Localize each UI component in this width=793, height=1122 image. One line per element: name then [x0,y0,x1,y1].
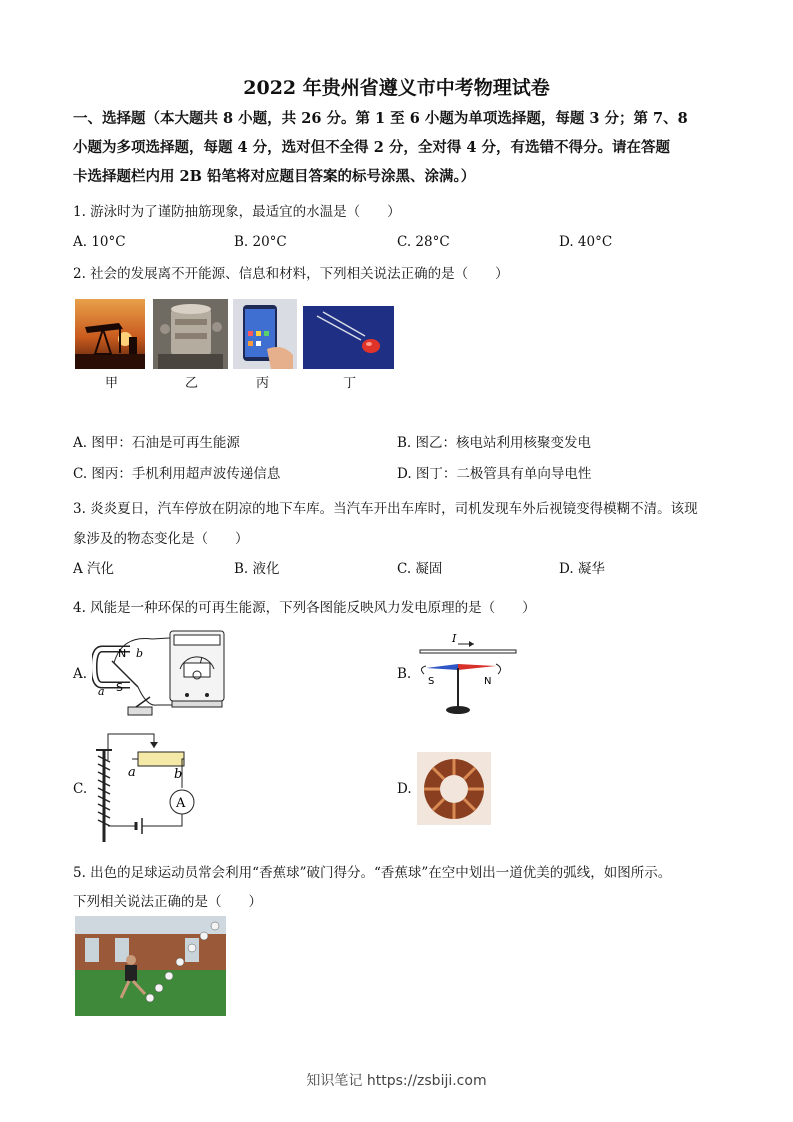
caption-bing: 丙 [256,376,270,391]
caption-ding: 丁 [343,376,357,391]
fig-a-n-label: N [118,647,127,660]
led-diode-photo [303,306,394,369]
page-title: 2022 年贵州省遵义市中考物理试卷 [243,77,550,99]
q2-option-d: D. 图丁：二极管具有单向导电性 [397,466,592,482]
fig-b-n-label: N [484,676,492,687]
q3-option-d: D. 凝华 [559,561,605,577]
q1-option-a: A. 10°C [73,234,126,250]
banana-ball-photo [75,916,226,1016]
fig-c-b-label: b [174,767,183,782]
fig-c-a-label: a [128,765,136,780]
q1-option-d: D. 40°C [559,234,613,250]
q3-line-1: 3. 炎炎夏日，汽车停放在阴凉的地下车库。当汽车开出车库时，司机发现车外后视镜变得模糊不清。该现 [73,501,698,517]
q1-option-b: B. 20°C [234,234,287,250]
fig-a-b-label: b [136,647,144,660]
q3-line-2: 象涉及的物态变化是（ ） [73,531,249,547]
section-line-2: 小题为多项选择题，每题 4 分，选对但不全得 2 分，全对得 4 分，有选错不得分。请在答题 [73,139,671,156]
footer-watermark: 知识笔记 https://zsbiji.com [306,1073,487,1089]
q4-label-d: D. [397,781,412,797]
q3-stem [73,494,733,554]
q2-stem: 2. 社会的发展离不开能源、信息和材料，下列相关说法正确的是（ ） [73,266,509,282]
figure-b-oersted [418,630,518,716]
figure-d-copper-coil-photo [417,752,491,825]
q1-option-c: C. 28°C [397,234,450,250]
fig-a-s-label: S [116,681,123,694]
fig-b-current-label: I [452,632,457,645]
q4-label-a: A. [73,666,88,682]
q3-option-a: A 汽化 [73,561,115,577]
phone-photo [233,299,297,369]
q5-stem [73,859,733,917]
section-line-1: 一、选择题（本大题共 8 小题，共 26 分。第 1 至 6 小题为单项选择题，每题 3 分；第 7、8 [73,110,688,127]
q3-option-b: B. 液化 [234,561,280,577]
q2-option-c: C. 图丙：手机利用超声波传递信息 [73,466,281,482]
figure-c-electromagnet [92,730,210,848]
q5-line-2: 下列相关说法正确的是（ ） [73,894,262,910]
q2-option-a: A. 图甲：石油是可再生能源 [73,435,240,451]
q4-label-b: B. [397,666,412,682]
section-line-3: 卡选择题栏内用 2B 铅笔将对应题目答案的标号涂黑、涂满。） [73,168,476,185]
q5-line-1: 5. 出色的足球运动员常会利用“香蕉球”破门得分。“香蕉球”在空中划出一道优美的弧线，如图所示。 [73,865,672,881]
nuclear-plant-photo [153,299,228,369]
q4-label-c: C. [73,781,88,797]
q4-stem: 4. 风能是一种环保的可再生能源，下列各图能反映风力发电原理的是（ ） [73,600,536,616]
q2-option-b: B. 图乙：核电站利用核聚变发电 [397,435,592,451]
caption-jia: 甲 [105,376,119,391]
q1-stem: 1. 游泳时为了谨防抽筋现象，最适宜的水温是（ ） [73,204,401,220]
fig-b-s-label: S [428,676,435,687]
q3-option-c: C. 凝固 [397,561,443,577]
caption-yi: 乙 [185,376,199,391]
figure-a-generator [92,627,237,719]
section-header [73,104,733,191]
fig-c-meter-label: A [176,796,186,811]
fig-a-a-label: a [98,685,105,698]
oil-pump-photo [75,299,145,369]
